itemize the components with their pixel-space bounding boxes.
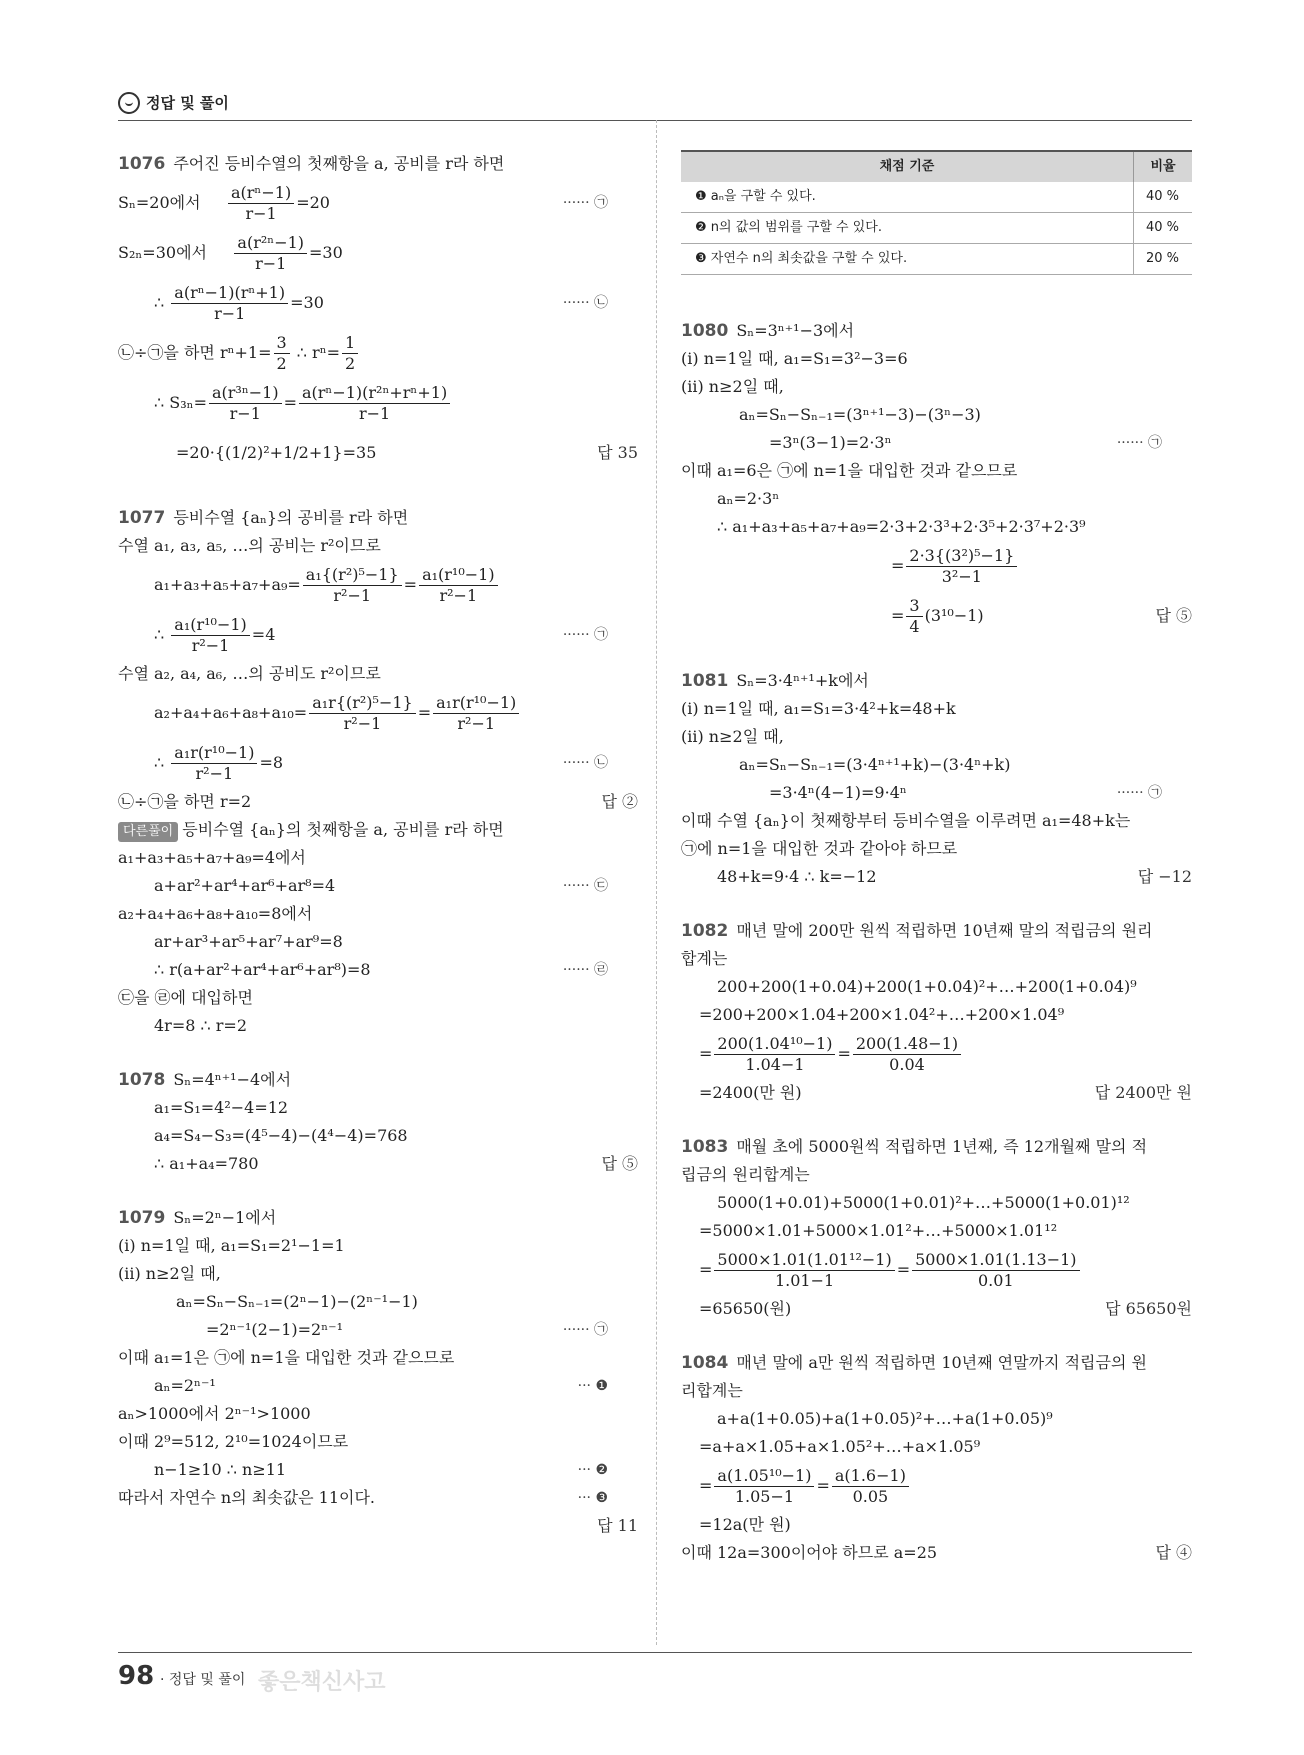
problem-number: 1082 <box>681 921 729 941</box>
grading-criteria-table <box>681 150 1192 275</box>
page-header <box>118 88 1192 121</box>
math-text: =2400(만 원) <box>699 1083 802 1102</box>
problem-intro: Sₙ=3ⁿ⁺¹−3에서 <box>736 321 855 340</box>
answer-label: 답 ② <box>601 792 638 811</box>
math-text: =8 <box>259 753 284 772</box>
fraction: $\frac{\text{a₁\{(r²)⁵−1\}}}{\text{r²−1}}$ <box>303 565 402 606</box>
answer-label: 답 11 <box>597 1516 638 1535</box>
math-line: aₙ=2·3ⁿ <box>717 489 780 508</box>
math-text: ∴ S₃ₙ= <box>154 393 207 412</box>
answer-label: 답 2400만 원 <box>1094 1083 1192 1102</box>
math-line: 이때 a₁=6은 ㉠에 n=1을 대입한 것과 같으므로 <box>681 461 1018 480</box>
math-line: 5000(1+0.01)+5000(1+0.01)²+…+5000(1+0.01)¹² <box>717 1193 1130 1212</box>
problem-intro: 매월 초에 5000원씩 적립하면 1년째, 즉 12개월째 말의 적 <box>736 1137 1148 1156</box>
math-text: ∴ <box>154 753 165 772</box>
math-line: ∴ a₁+a₃+a₅+a₇+a₉=2·3+2·3³+2·3⁵+2·3⁷+2·3⁹ <box>717 517 1086 536</box>
math-text: =65650(원) <box>699 1299 792 1318</box>
math-line: 리합계는 <box>681 1381 743 1400</box>
math-text: ∴ <box>154 293 165 312</box>
fraction: $\frac{\text{a(rⁿ−1)(r²ⁿ+rⁿ+1)}}{r-1}$ <box>299 383 450 424</box>
equation-mark: ······ ㉠ <box>562 195 608 211</box>
problem-1080: 1080 Sₙ=3ⁿ⁺¹−3에서 (i) n=1일 때, a₁=S₁=3²−3=6 (ii) n≥2일 때, aₙ=Sₙ−Sₙ₋₁=(3ⁿ⁺¹−3)−(3ⁿ−3) =3ⁿ(3−1)=2·3ⁿ ······ ㉠ 이때 a₁=6은 ㉠에 n=1을 대입한 것과 같으므로 aₙ=2·3ⁿ ∴ a₁+a₃+a₅+a₇+a₉=2·3+2·3³+2·3⁵+2·3⁷+2·3⁹ = $\frac{\text{2·3\{(3²)⁵−1\}}}{\text{3²−1}}$ = $\frac{3}{4}$ (3¹⁰−1) 답 ⑤ <box>681 317 1192 641</box>
page-footer <box>118 1652 1192 1695</box>
fraction: $\frac{200(1.48-1)}{0.04}$ <box>853 1034 961 1075</box>
math-line: (i) n=1일 때, a₁=S₁=3·4²+k=48+k <box>681 699 956 718</box>
fraction: $\frac{\text{a₁r(r¹⁰−1)}}{\text{r²−1}}$ <box>171 743 257 784</box>
answer-label: 답 −12 <box>1137 867 1192 886</box>
math-text: ∴ rⁿ= <box>291 343 341 362</box>
math-line: 합계는 <box>681 949 728 968</box>
fraction: $\frac{\text{a(1.05¹⁰−1)}}{1.05-1}$ <box>714 1466 814 1507</box>
math-line: aₙ=Sₙ−Sₙ₋₁=(3·4ⁿ⁺¹+k)−(3·4ⁿ+k) <box>739 755 1011 774</box>
problem-1081 <box>681 667 1192 891</box>
equation-mark: ······ ㉠ <box>562 627 608 643</box>
math-text: =30 <box>309 243 343 262</box>
problem-number: 1081 <box>681 671 729 691</box>
table-header: 채점 기준 <box>681 151 1134 182</box>
right-column <box>681 150 1192 1593</box>
fraction: $\frac{a(1.6-1)}{0.05}$ <box>832 1466 909 1507</box>
math-line: a₂+a₄+a₆+a₈+a₁₀=8에서 <box>118 904 313 923</box>
fraction: $\frac{\text{200(1.04¹⁰−1)}}{1.04-1}$ <box>714 1034 835 1075</box>
alt-solution-tag: 다른풀이 <box>118 822 178 842</box>
fraction: $\frac{1}{2}$ <box>342 333 358 374</box>
problem-1083: 1083 매월 초에 5000원씩 적립하면 1년째, 즉 12개월째 말의 적 립금의 원리합계는 5000(1+0.01)+5000(1+0.01)²+…+5000(1+0.01)¹² =5000×1.01+5000×1.01²+…+5000×1.01¹² = $\frac{\text{5000×1.01(1.01¹²−1)}}{1.01-1}$ = $\frac{5000\times 1.01(1.13-1)}{0.01}$ =65650(원) 답 65650원 <box>681 1133 1192 1323</box>
math-line: a₄=S₄−S₃=(4⁵−4)−(4⁴−4)=768 <box>154 1126 408 1145</box>
math-text: ㉡÷㉠을 하면 r=2 <box>118 792 252 811</box>
equation-mark: ······ ㉢ <box>562 878 608 894</box>
math-line: 200+200(1+0.04)+200(1+0.04)²+…+200(1+0.04)⁹ <box>717 977 1137 996</box>
fraction: $\frac{\text{a(r²ⁿ−1)}}{r-1}$ <box>234 233 307 274</box>
math-text: n−1≥10 ∴ n≥11 <box>154 1460 287 1479</box>
problem-1078 <box>118 1066 638 1178</box>
math-line: (ii) n≥2일 때, <box>681 727 784 746</box>
math-text: =30 <box>290 293 324 312</box>
math-line: =5000×1.01+5000×1.01²+…+5000×1.01¹² <box>699 1221 1058 1240</box>
answer-label: 답 ④ <box>1155 1543 1192 1562</box>
fraction: $\frac{\text{5000×1.01(1.01¹²−1)}}{1.01-1}$ <box>714 1250 894 1291</box>
publisher-watermark: 좋은책신사고 <box>258 1670 386 1695</box>
math-line: ㉢을 ㉣에 대입하면 <box>118 988 253 1007</box>
fraction: $\frac{3}{2}$ <box>274 333 290 374</box>
fraction: $\frac{\text{a₁r\{(r²)⁵−1\}}}{\text{r²−1}}$ <box>309 693 416 734</box>
math-line: 수열 a₂, a₄, a₆, …의 공비도 r²이므로 <box>118 664 381 683</box>
problem-intro: Sₙ=4ⁿ⁺¹−4에서 <box>173 1070 292 1089</box>
equation-mark: ······ ㉣ <box>562 962 608 978</box>
problem-number: 1077 <box>118 508 166 528</box>
math-text: =20·{(1/2)²+1/2+1}=35 <box>176 443 377 462</box>
problem-intro: 주어진 등비수열의 첫째항을 a, 공비를 r라 하면 <box>173 154 505 173</box>
fraction: $\frac{\text{2·3\{(3²)⁵−1\}}}{\text{3²−1}}$ <box>906 546 1017 587</box>
page-number: 98 <box>118 1661 155 1691</box>
math-line: a₁=S₁=4²−4=12 <box>154 1098 289 1117</box>
step-mark: ··· ❶ <box>577 1378 608 1394</box>
problem-number: 1076 <box>118 154 166 174</box>
math-line: 4r=8 ∴ r=2 <box>154 1016 247 1035</box>
math-text: 48+k=9·4 ∴ k=−12 <box>717 867 877 886</box>
math-text: =4 <box>251 625 276 644</box>
problem-number: 1080 <box>681 321 729 341</box>
math-text: =3·4ⁿ(4−1)=9·4ⁿ <box>769 783 907 802</box>
math-text: 이때 12a=300이어야 하므로 a=25 <box>681 1543 938 1562</box>
math-line: aₙ=Sₙ−Sₙ₋₁=(3ⁿ⁺¹−3)−(3ⁿ−3) <box>739 405 981 424</box>
fraction: $\frac{\text{a₁(r¹⁰−1)}}{\text{r²−1}}$ <box>171 615 250 656</box>
left-column <box>118 150 638 1566</box>
math-line: a+a(1+0.05)+a(1+0.05)²+…+a(1+0.05)⁹ <box>717 1409 1053 1428</box>
math-text: ∴ r(a+ar²+ar⁴+ar⁶+ar⁸)=8 <box>154 960 371 979</box>
footer-section: · 정답 및 풀이 <box>160 1672 246 1688</box>
math-text: = <box>891 606 905 625</box>
math-text: =3ⁿ(3−1)=2·3ⁿ <box>769 433 892 452</box>
math-line: (ii) n≥2일 때, <box>681 377 784 396</box>
fraction: $\frac{5000\times 1.01(1.13-1)}{0.01}$ <box>912 1250 1079 1291</box>
equation-mark: ······ ㉠ <box>562 1322 608 1338</box>
smiley-logo-icon <box>118 92 140 114</box>
fraction: $\frac{\text{a(rⁿ−1)}}{r-1}$ <box>228 183 294 224</box>
step-mark: ··· ❷ <box>577 1462 608 1478</box>
problem-number: 1078 <box>118 1070 166 1090</box>
math-line: 이때 a₁=1은 ㉠에 n=1을 대입한 것과 같으므로 <box>118 1348 455 1367</box>
math-line: aₙ>1000에서 2ⁿ⁻¹>1000 <box>118 1404 311 1423</box>
table-row: ❶ aₙ을 구할 수 있다. 40 % <box>681 182 1192 213</box>
math-line: 수열 a₁, a₃, a₅, …의 공비는 r²이므로 <box>118 536 381 555</box>
math-text: a₂+a₄+a₆+a₈+a₁₀= <box>154 703 308 722</box>
math-line: 립금의 원리합계는 <box>681 1165 810 1184</box>
equation-mark: ······ ㉡ <box>562 755 608 771</box>
problem-1084: 1084 매년 말에 a만 원씩 적립하면 10년째 연말까지 적립금의 원 리합계는 a+a(1+0.05)+a(1+0.05)²+…+a(1+0.05)⁹ =a+a×1.05+a×1.05²+…+a×1.05⁹ = $\frac{\text{a(1.05¹⁰−1)}}{1.05-1}$ = $\frac{a(1.6-1)}{0.05}$ =12a(만 원) 이때 12a=300이어야 하므로 a=25 답 ④ <box>681 1349 1192 1567</box>
answer-label: 답 ⑤ <box>1155 606 1192 625</box>
math-text: ㉡÷㉠을 하면 rⁿ+1= <box>118 343 272 362</box>
table-row: ❷ n의 값의 범위를 구할 수 있다. 40 % <box>681 213 1192 244</box>
fraction: $\frac{\text{a(rⁿ−1)(rⁿ+1)}}{r-1}$ <box>171 283 288 324</box>
math-line: (i) n=1일 때, a₁=S₁=2¹−1=1 <box>118 1236 345 1255</box>
math-text: S₂ₙ=30에서 <box>118 243 207 262</box>
problem-intro: Sₙ=3·4ⁿ⁺¹+k에서 <box>736 671 869 690</box>
fraction: $\frac{3}{4}$ <box>906 596 922 637</box>
math-text: 등비수열 {aₙ}의 첫째항을 a, 공비를 r라 하면 <box>182 820 504 839</box>
problem-intro: 매년 말에 a만 원씩 적립하면 10년째 연말까지 적립금의 원 <box>736 1353 1147 1372</box>
math-text: = <box>283 393 297 412</box>
math-text: =20 <box>296 193 330 212</box>
problem-intro: 매년 말에 200만 원씩 적립하면 10년째 말의 적립금의 원리 <box>736 921 1153 940</box>
problem-1079 <box>118 1204 638 1540</box>
math-line: =12a(만 원) <box>699 1515 791 1534</box>
problem-intro: 등비수열 {aₙ}의 공비를 r라 하면 <box>173 508 409 527</box>
problem-1076 <box>118 150 638 478</box>
step-mark: ··· ❸ <box>577 1490 608 1506</box>
math-text: (3¹⁰−1) <box>924 606 984 625</box>
table-row: ❸ 자연수 n의 최솟값을 구할 수 있다. 20 % <box>681 244 1192 275</box>
equation-mark: ······ ㉠ <box>1116 435 1162 451</box>
math-text: = <box>403 575 418 594</box>
math-line: (ii) n≥2일 때, <box>118 1264 221 1283</box>
header-title: 정답 및 풀이 <box>146 94 229 112</box>
math-line: =200+200×1.04+200×1.04²+…+200×1.04⁹ <box>699 1005 1065 1024</box>
math-text: ∴ a₁+a₄=780 <box>154 1154 259 1173</box>
problem-intro: Sₙ=2ⁿ−1에서 <box>173 1208 277 1227</box>
answer-label: 답 35 <box>597 443 638 462</box>
math-text: ∴ <box>154 625 165 644</box>
fraction: $\frac{\text{a₁(r¹⁰−1)}}{\text{r²−1}}$ <box>419 565 498 606</box>
math-text: = <box>417 703 432 722</box>
math-line: 이때 2⁹=512, 2¹⁰=1024이므로 <box>118 1432 349 1451</box>
problem-number: 1083 <box>681 1137 729 1157</box>
problem-number: 1079 <box>118 1208 166 1228</box>
math-line: (i) n=1일 때, a₁=S₁=3²−3=6 <box>681 349 908 368</box>
fraction: $\frac{\text{a(r³ⁿ−1)}}{r-1}$ <box>209 383 282 424</box>
math-text: Sₙ=20에서 <box>118 193 201 212</box>
math-text: a₁+a₃+a₅+a₇+a₉= <box>154 575 301 594</box>
equation-mark: ······ ㉡ <box>562 295 608 311</box>
fraction: $\frac{\text{a₁r(r¹⁰−1)}}{\text{r²−1}}$ <box>433 693 519 734</box>
answer-label: 답 65650원 <box>1105 1299 1192 1318</box>
math-text: a+ar²+ar⁴+ar⁶+ar⁸=4 <box>154 876 336 895</box>
problem-1077 <box>118 504 638 1040</box>
math-text: =2ⁿ⁻¹(2−1)=2ⁿ⁻¹ <box>206 1320 343 1339</box>
answer-label: 답 ⑤ <box>601 1154 638 1173</box>
equation-mark: ······ ㉠ <box>1116 785 1162 801</box>
math-text: aₙ=2ⁿ⁻¹ <box>154 1376 216 1395</box>
math-line: ㉠에 n=1을 대입한 것과 같아야 하므로 <box>681 839 958 858</box>
math-line: ar+ar³+ar⁵+ar⁷+ar⁹=8 <box>154 932 343 951</box>
math-line: 이때 수열 {aₙ}이 첫째항부터 등비수열을 이루려면 a₁=48+k는 <box>681 811 1131 830</box>
math-line: aₙ=Sₙ−Sₙ₋₁=(2ⁿ−1)−(2ⁿ⁻¹−1) <box>176 1292 418 1311</box>
table-header: 비율 <box>1134 151 1193 182</box>
problem-1082: 1082 매년 말에 200만 원씩 적립하면 10년째 말의 적립금의 원리 합계는 200+200(1+0.04)+200(1+0.04)²+…+200(1+0.04)⁹ =200+200×1.04+200×1.04²+…+200×1.04⁹ = $\frac{\text{200(1.04¹⁰−1)}}{1.04-1}$ = $\frac{200(1.48-1)}{0.04}$ =2400(만 원) 답 2400만 원 <box>681 917 1192 1107</box>
math-line: a₁+a₃+a₅+a₇+a₉=4에서 <box>118 848 306 867</box>
column-divider <box>656 120 657 1645</box>
math-text: 따라서 자연수 n의 최솟값은 11이다. <box>118 1488 376 1507</box>
problem-number: 1084 <box>681 1353 729 1373</box>
math-line: =a+a×1.05+a×1.05²+…+a×1.05⁹ <box>699 1437 981 1456</box>
